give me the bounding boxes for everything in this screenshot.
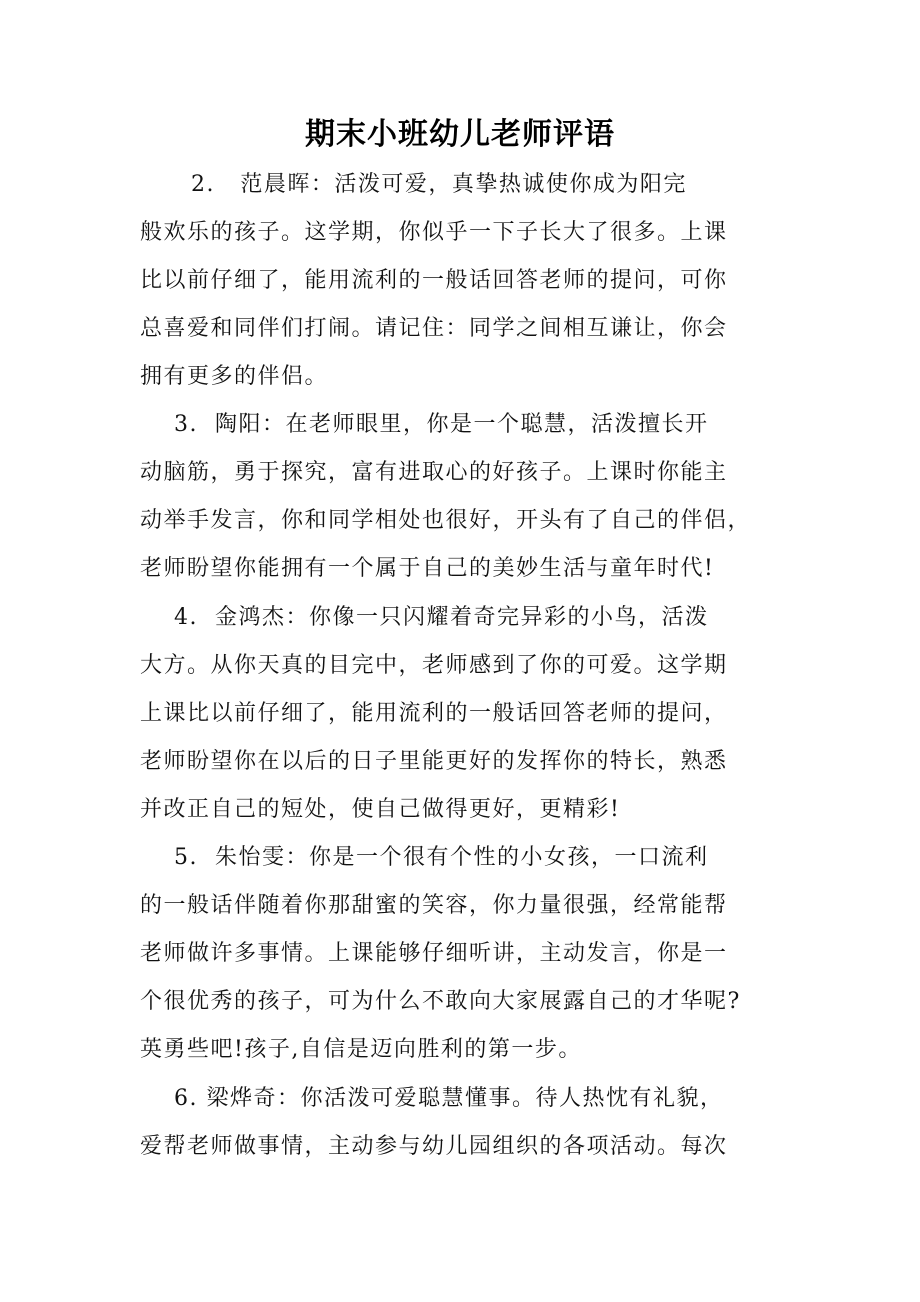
text-line: 爱帮老师做事情，主动参与幼儿园组织的各项活动。每次: [140, 1134, 728, 1159]
text-line: 般欢乐的孩子。这学期，你似乎一下子长大了很多。上课: [140, 220, 728, 245]
text-line: 大方。从你天真的目完中，老师感到了你的可爱。这学期: [140, 653, 728, 678]
text-line: 5. 朱怡雯：你是一个很有个性的小女孩，一口流利: [140, 845, 709, 870]
text-line: 总喜爱和同伴们打闹。请记住：同学之间相互谦让，你会: [140, 316, 728, 341]
text-line: 拥有更多的伴侣。: [140, 364, 329, 389]
text-line: 4. 金鸿杰：你像一只闪耀着奇完异彩的小鸟，活泼: [140, 605, 709, 630]
text-line: 3. 陶阳：在老师眼里，你是一个聪慧，活泼擅长开: [140, 412, 709, 437]
text-line: 上课比以前仔细了，能用流利的一般话回答老师的提问，: [140, 701, 728, 726]
text-line: 的一般话伴随着你那甜蜜的笑容，你力量很强，经常能帮: [140, 893, 728, 918]
text-line: 2. 范晨晖：活泼可爱，真挚热诚使你成为阳完: [140, 172, 687, 197]
text-line: 英勇些吧!孩子,自信是迈向胜利的第一步。: [140, 1037, 582, 1062]
text-line: 并改正自己的短处，使自己做得更好，更精彩!: [140, 797, 621, 822]
text-line: 老师盼望你能拥有一个属于自己的美妙生活与童年时代!: [140, 556, 715, 581]
text-line: 老师做许多事情。上课能够仔细听讲，主动发言，你是一: [140, 941, 728, 966]
text-line: 动举手发言，你和同学相处也很好，开头有了自己的伴侣，: [140, 508, 752, 533]
text-line: 老师盼望你在以后的日子里能更好的发挥你的特长，熟悉: [140, 749, 728, 774]
text-line: 比以前仔细了，能用流利的一般话回答老师的提问，可你: [140, 268, 728, 293]
text-line: 6. 梁烨奇：你活泼可爱聪慧懂事。待人热忱有礼貌，: [140, 1086, 724, 1111]
text-line: 个很优秀的孩子，可为什么不敢向大家展露自己的才华呢?: [140, 989, 741, 1014]
document-title: 期末小班幼儿老师评语: [305, 117, 615, 152]
text-line: 动脑筋，勇于探究，富有进取心的好孩子。上课时你能主: [140, 460, 728, 485]
